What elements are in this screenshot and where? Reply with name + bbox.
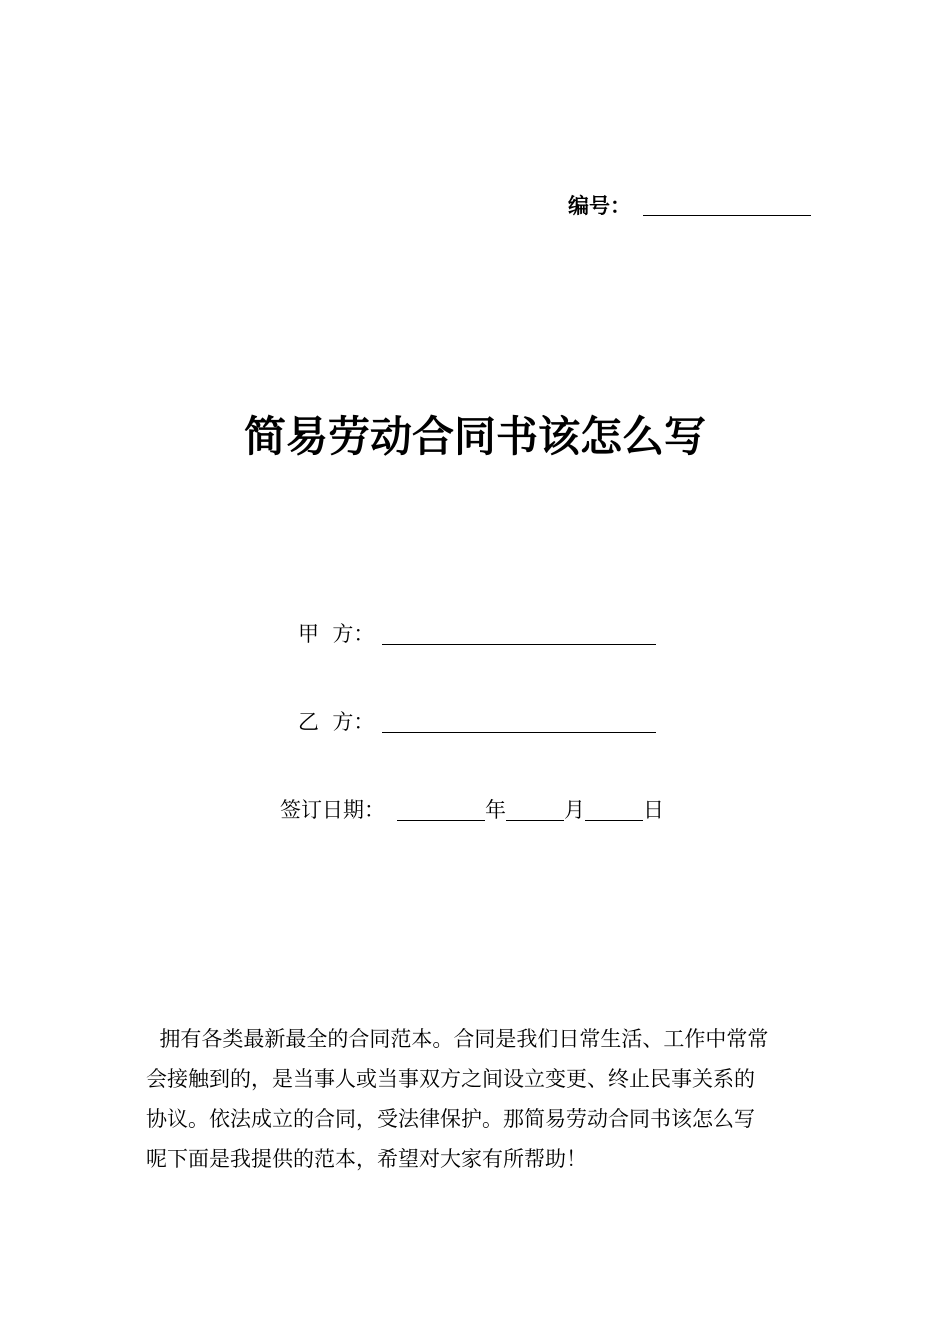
year-blank xyxy=(397,798,485,821)
intro-line: 协议。依法成立的合同，受法律保护。那简易劳动合同书该怎么写 xyxy=(146,1107,755,1131)
document-title: 简易劳动合同书该怎么写 xyxy=(243,412,706,461)
contract-number-label: 编号： xyxy=(568,194,631,218)
contract-number-blank xyxy=(643,191,811,216)
party-a-row xyxy=(298,618,656,648)
month-label: 月 xyxy=(564,798,585,822)
signing-date-row xyxy=(280,794,664,824)
contract-number-row xyxy=(568,188,811,220)
party-a-label: 甲 方： xyxy=(298,622,375,646)
party-b-row xyxy=(298,706,656,736)
year-label: 年 xyxy=(485,798,506,822)
party-a-blank xyxy=(382,622,656,645)
intro-line: 会接触到的，是当事人或当事双方之间设立变更、终止民事关系的 xyxy=(146,1067,755,1091)
party-b-label: 乙 方： xyxy=(298,710,375,734)
month-blank xyxy=(506,798,564,821)
intro-line: 拥有各类最新最全的合同范本。合同是我们日常生活、工作中常常 xyxy=(146,1027,769,1051)
intro-paragraph xyxy=(146,1019,810,1179)
day-blank xyxy=(585,798,643,821)
intro-line: 呢下面是我提供的范本，希望对大家有所帮助！ xyxy=(146,1147,587,1171)
signing-date-label: 签订日期： xyxy=(280,798,385,822)
day-label: 日 xyxy=(643,798,664,822)
party-b-blank xyxy=(382,710,656,733)
